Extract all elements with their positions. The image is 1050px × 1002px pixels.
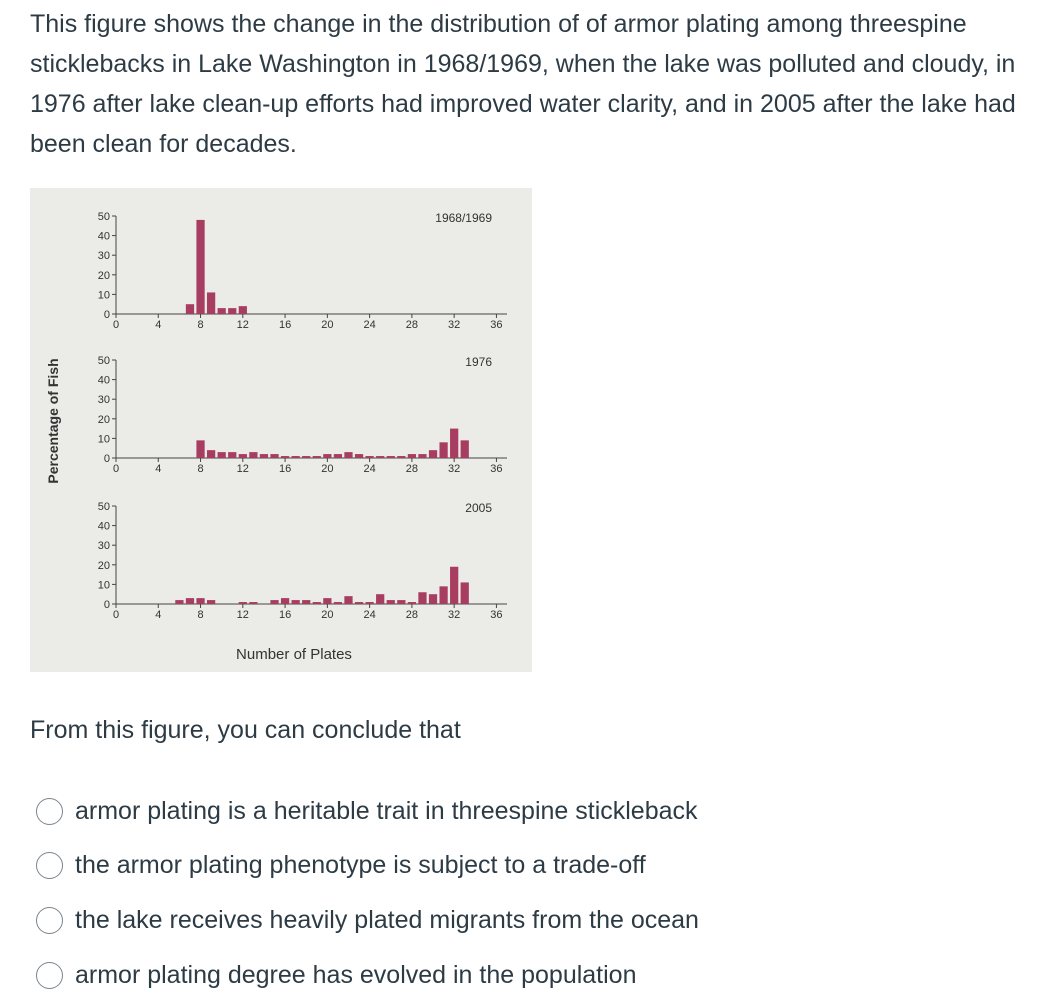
histogram-bar [218,308,226,314]
histogram-bar [196,220,204,314]
question-prompt: From this figure, you can conclude that [30,716,461,744]
y-tick-label: 30 [97,394,110,407]
radio-button-3[interactable] [36,907,63,934]
answer-label-2[interactable]: the armor plating phenotype is subject to a trade-off [75,851,646,880]
histogram-bar [387,456,395,458]
y-tick-label: 40 [97,520,110,533]
x-tick-label: 36 [490,463,503,475]
histogram-bar [334,454,342,458]
histogram-bar [196,440,204,458]
x-tick-label: 32 [448,609,461,621]
x-tick-label: 36 [490,609,503,621]
y-axis-label: Percentage of Fish [45,358,61,484]
y-tick-label: 0 [103,599,110,611]
histogram-chart [30,188,532,672]
histogram-bar [249,452,257,458]
x-tick-label: 0 [112,609,120,621]
x-tick-label: 24 [363,319,376,331]
y-tick-label: 40 [97,230,110,243]
radio-button-2[interactable] [36,852,63,879]
histogram-bar [270,600,278,604]
x-tick-label: 4 [155,463,162,475]
x-tick-label: 24 [363,609,376,621]
histogram-bar [228,308,236,314]
histogram-bar [313,602,321,604]
y-tick-label: 40 [97,374,110,387]
radio-button-4[interactable] [36,962,63,989]
x-tick-label: 16 [278,609,292,621]
x-tick-label: 36 [490,319,503,331]
y-tick-label: 50 [97,501,110,513]
histogram-bar [186,598,194,604]
histogram-bar [344,596,352,604]
x-tick-label: 16 [278,463,292,475]
histogram-bar [418,592,426,604]
histogram-bar [366,456,374,458]
question-intro-text: This figure shows the change in the distribution of of armor plating among threespine sticklebacks in Lake Washington in 1968/1969, when the lake was polluted and cloudy, in 1976 after lake clean-up efforts had improved water clarity, and in 2005 after the lake had been clean for decades. [30,10,1016,158]
answer-option-3[interactable] [36,893,699,948]
answer-option-2[interactable] [36,839,699,894]
histogram-bar [397,600,405,604]
y-tick-label: 10 [97,289,110,302]
histogram-bar [355,454,363,458]
plate-distribution-figure [30,188,532,672]
histogram-bar [408,454,416,458]
x-tick-label: 32 [448,463,461,475]
x-tick-label: 4 [155,319,162,331]
x-tick-label: 24 [363,463,376,475]
histogram-bar [281,456,289,458]
x-tick-label: 12 [236,609,249,621]
x-tick-label: 28 [405,609,419,621]
histogram-bar [366,602,374,604]
radio-button-1[interactable] [36,798,63,825]
x-tick-label: 4 [155,609,162,621]
panel-title: 1976 [465,355,492,369]
answer-label-1[interactable]: armor plating is a heritable trait in threespine stickleback [75,796,698,825]
y-tick-label: 10 [97,579,110,592]
histogram-bar [186,304,194,314]
y-tick-label: 20 [97,269,110,282]
histogram-bar [461,440,469,458]
histogram-bar [292,600,300,604]
x-tick-label: 16 [278,319,292,331]
x-tick-label: 0 [112,463,120,475]
x-tick-label: 32 [448,319,461,331]
x-tick-label: 12 [236,319,249,331]
histogram-bar [450,429,458,458]
histogram-bar [461,582,469,604]
histogram-bar [218,452,226,458]
y-tick-label: 30 [97,250,110,263]
histogram-bar [376,594,384,604]
histogram-bar [323,598,331,604]
answer-label-4[interactable]: armor plating degree has evolved in the population [75,960,637,989]
y-tick-label: 50 [97,355,110,367]
y-tick-label: 50 [97,211,110,223]
histogram-bar [429,594,437,604]
histogram-bar [239,454,247,458]
histogram-bar [387,600,395,604]
histogram-bar [281,598,289,604]
histogram-bar [239,306,247,314]
x-tick-label: 28 [405,463,419,475]
histogram-bar [450,567,458,604]
answer-option-1[interactable] [36,784,699,839]
histogram-bar [313,456,321,458]
x-tick-label: 20 [321,319,334,331]
histogram-bar [344,452,352,458]
histogram-bar [397,456,405,458]
x-tick-label: 0 [112,319,120,331]
histogram-bar [196,598,204,604]
histogram-bar [260,454,268,458]
y-tick-label: 0 [103,309,110,321]
histogram-bar [175,600,183,604]
answer-option-4[interactable] [36,948,699,1002]
panel-title: 2005 [465,501,492,515]
histogram-bar [355,602,363,604]
y-tick-label: 0 [103,453,110,465]
histogram-bar [418,454,426,458]
answer-label-3[interactable]: the lake receives heavily plated migrants from the ocean [75,905,699,934]
x-axis-label: Number of Plates [236,646,352,663]
histogram-bar [323,454,331,458]
histogram-bar [302,600,310,604]
y-tick-label: 20 [97,413,110,426]
histogram-bar [207,292,215,314]
x-tick-label: 8 [197,463,204,475]
histogram-bar [334,602,342,604]
y-tick-label: 20 [97,559,110,572]
histogram-bar [376,456,384,458]
panel-title: 1968/1969 [435,211,492,225]
x-tick-label: 20 [321,609,334,621]
histogram-bar [249,602,257,604]
answer-list [36,784,699,1002]
y-tick-label: 10 [97,433,110,446]
histogram-bar [207,600,215,604]
histogram-bar [292,456,300,458]
histogram-bar [429,450,437,458]
x-tick-label: 8 [197,319,204,331]
histogram-bar [270,454,278,458]
x-tick-label: 12 [236,463,249,475]
x-tick-label: 8 [197,609,204,621]
histogram-bar [228,452,236,458]
histogram-bar [302,456,310,458]
histogram-bar [207,450,215,458]
y-tick-label: 30 [97,540,110,553]
histogram-bar [239,602,247,604]
x-tick-label: 28 [405,319,419,331]
histogram-bar [439,586,447,604]
histogram-bar [439,442,447,458]
x-tick-label: 20 [321,463,334,475]
histogram-bar [408,602,416,604]
